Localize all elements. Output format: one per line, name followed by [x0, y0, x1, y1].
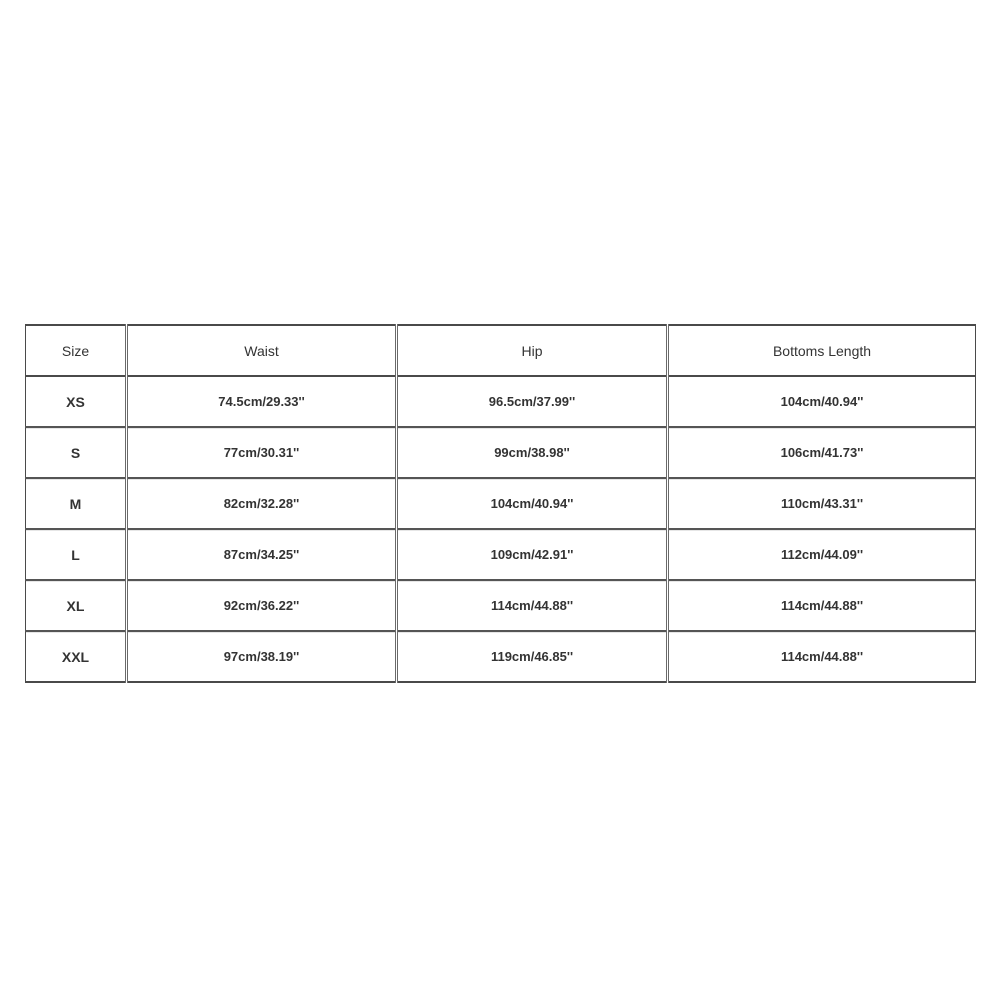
table-header-row — [26, 325, 976, 376]
hip-cell: 114cm/44.88'' — [397, 580, 668, 631]
bottoms-length-cell: 114cm/44.88'' — [668, 631, 976, 682]
hip-cell: 109cm/42.91'' — [397, 529, 668, 580]
bottoms-length-cell: 104cm/40.94'' — [668, 376, 976, 427]
waist-cell: 82cm/32.28'' — [127, 478, 397, 529]
hip-cell: 104cm/40.94'' — [397, 478, 668, 529]
size-cell: S — [26, 427, 127, 478]
waist-cell: 77cm/30.31'' — [127, 427, 397, 478]
bottoms-length-cell: 114cm/44.88'' — [668, 580, 976, 631]
hip-cell: 96.5cm/37.99'' — [397, 376, 668, 427]
table-row — [26, 376, 976, 427]
waist-cell: 92cm/36.22'' — [127, 580, 397, 631]
header-waist: Waist — [127, 325, 397, 376]
waist-cell: 74.5cm/29.33'' — [127, 376, 397, 427]
bottoms-length-cell: 110cm/43.31'' — [668, 478, 976, 529]
size-cell: M — [26, 478, 127, 529]
size-chart-table — [25, 324, 976, 683]
size-cell: XS — [26, 376, 127, 427]
table-row — [26, 427, 976, 478]
header-hip: Hip — [397, 325, 668, 376]
size-cell: XL — [26, 580, 127, 631]
bottoms-length-cell: 112cm/44.09'' — [668, 529, 976, 580]
size-cell: L — [26, 529, 127, 580]
waist-cell: 97cm/38.19'' — [127, 631, 397, 682]
waist-cell: 87cm/34.25'' — [127, 529, 397, 580]
header-bottoms-length: Bottoms Length — [668, 325, 976, 376]
header-size: Size — [26, 325, 127, 376]
size-cell: XXL — [26, 631, 127, 682]
table-row — [26, 580, 976, 631]
table-row — [26, 529, 976, 580]
hip-cell: 99cm/38.98'' — [397, 427, 668, 478]
hip-cell: 119cm/46.85'' — [397, 631, 668, 682]
table-row — [26, 478, 976, 529]
bottoms-length-cell: 106cm/41.73'' — [668, 427, 976, 478]
table-row — [26, 631, 976, 682]
